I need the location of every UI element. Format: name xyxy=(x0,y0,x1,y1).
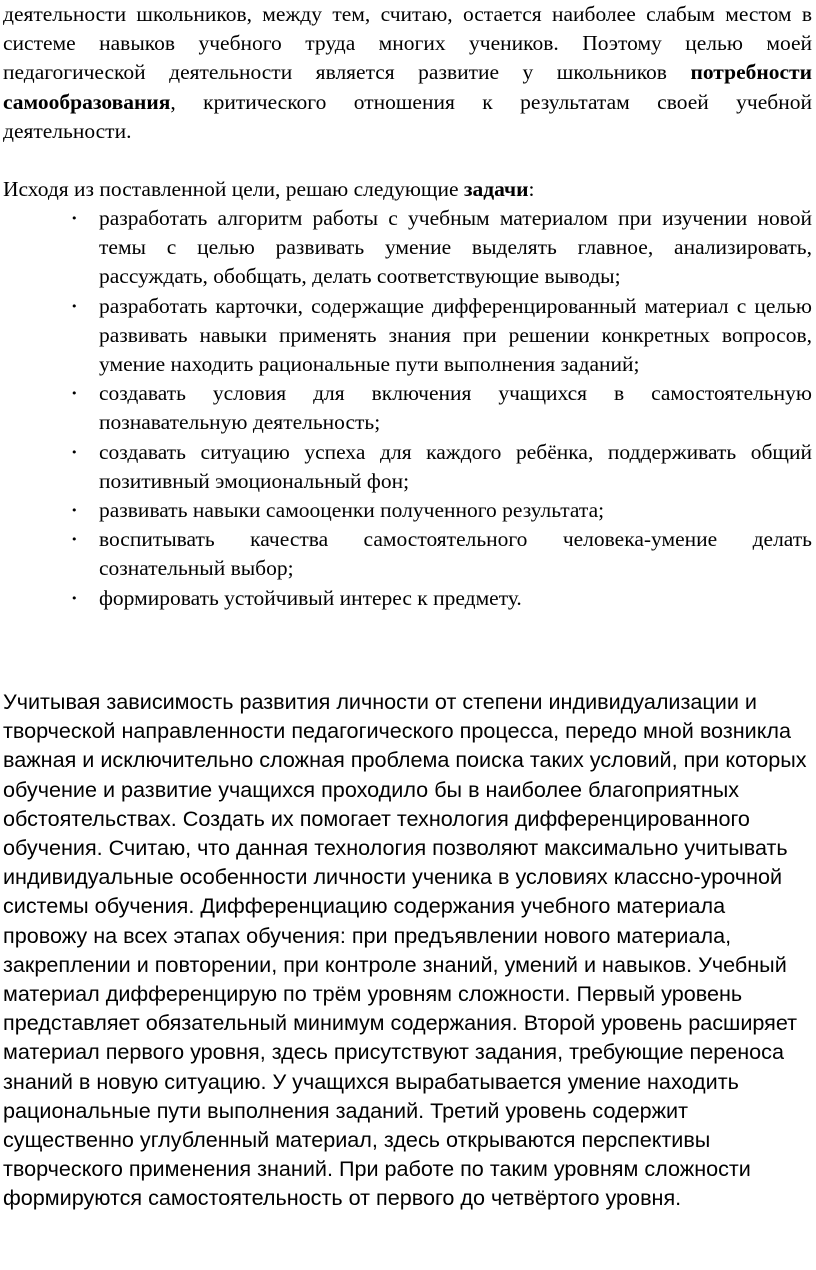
tasks-intro-colon: : xyxy=(528,177,535,201)
list-item-text: развивать навыки самооценки полученного результата; xyxy=(99,498,605,523)
intro-paragraph xyxy=(3,0,812,146)
bullet-icon: • xyxy=(71,504,78,518)
list-item-text: воспитывать качества самостоятельного человека-умение делать сознательный выбор; xyxy=(99,527,812,581)
intro-text-start: деятельности школьников, между тем, считаю, остается наиболее слабым местом в системе навыков учебного труда многих учеников. Поэтому целью моей педагогической деятельности является развитие у школьников xyxy=(3,2,812,85)
bullet-icon: • xyxy=(71,387,78,401)
intro-text-end: , критического отношения к результатам своей учебной деятельности. xyxy=(3,89,812,143)
tasks-list xyxy=(0,204,812,613)
list-item xyxy=(0,496,812,525)
list-item xyxy=(0,584,812,613)
list-item-text: создавать ситуацию успеха для каждого ребёнка, поддерживать общий позитивный эмоциональный фон; xyxy=(99,439,812,493)
list-item-text: разработать карточки, содержащие дифференцированный материал с целью развивать навыки применять знания при решении конкретных вопросов, умение находить рациональные пути выполнения заданий; xyxy=(99,293,812,377)
bullet-icon: • xyxy=(71,212,78,225)
tasks-intro-text: Исходя из поставленной цели, решаю следующие xyxy=(3,177,464,201)
tasks-intro-paragraph xyxy=(3,175,812,204)
bullet-icon: • xyxy=(71,591,78,605)
intro-bold-phrase: потребности самообразования xyxy=(3,60,812,114)
list-item xyxy=(0,292,812,380)
bullet-icon: • xyxy=(71,445,78,459)
list-item xyxy=(0,379,812,437)
bullet-icon: • xyxy=(71,533,78,547)
list-item-text: формировать устойчивый интерес к предмету. xyxy=(99,585,522,610)
list-item-text: создавать условия для включения учащихся в самостоятельную познавательную деятельность; xyxy=(99,381,812,435)
main-paragraph: Учитывая зависимость развития личности от степени индивидуализации и творческой направленности педагогического процесса, передо мной возникла важная и исключительно сложная проблема поиска таких условий, при которых обучение и развитие учащихся проходило бы в наиболее благоприятных обстоятельствах. Создать их помогает технология дифференцированного обучения. Считаю, что данная технология позволяют максимально учитывать индивидуальные особенности личности ученика в условиях классно-урочной системы обучения. Дифференциацию содержания учебного материала провожу на всех этапах обучения: при предъявлении нового материала, закреплении и повторении, при контроле знаний, умений и навыков. Учебный материал дифференцирую по трём уровням сложности. Первый уровень представляет обязательный минимум содержания. Второй уровень расширяет материал первого уровня, здесь присутствуют задания, требующие переноса знаний в новую ситуацию. У учащихся вырабатывается умение находить рациональные пути выполнения заданий. Третий уровень содержит существенно углубленный материал, здесь открываются перспективы творческого применения знаний. При работе по таким уровням сложности формируются самостоятельность от первого до четвёртого уровня. xyxy=(3,689,807,1211)
tasks-intro-bold: задачи xyxy=(463,177,529,201)
bullet-icon: • xyxy=(71,299,78,313)
list-item xyxy=(0,525,812,583)
list-item xyxy=(0,204,812,292)
list-item xyxy=(0,438,812,496)
list-item-text: разработать алгоритм работы с учебным материалом при изучении новой темы с целью развивать умение выделять главное, анализировать, рассуждать, обобщать, делать соответствующие выводы; xyxy=(99,206,812,289)
